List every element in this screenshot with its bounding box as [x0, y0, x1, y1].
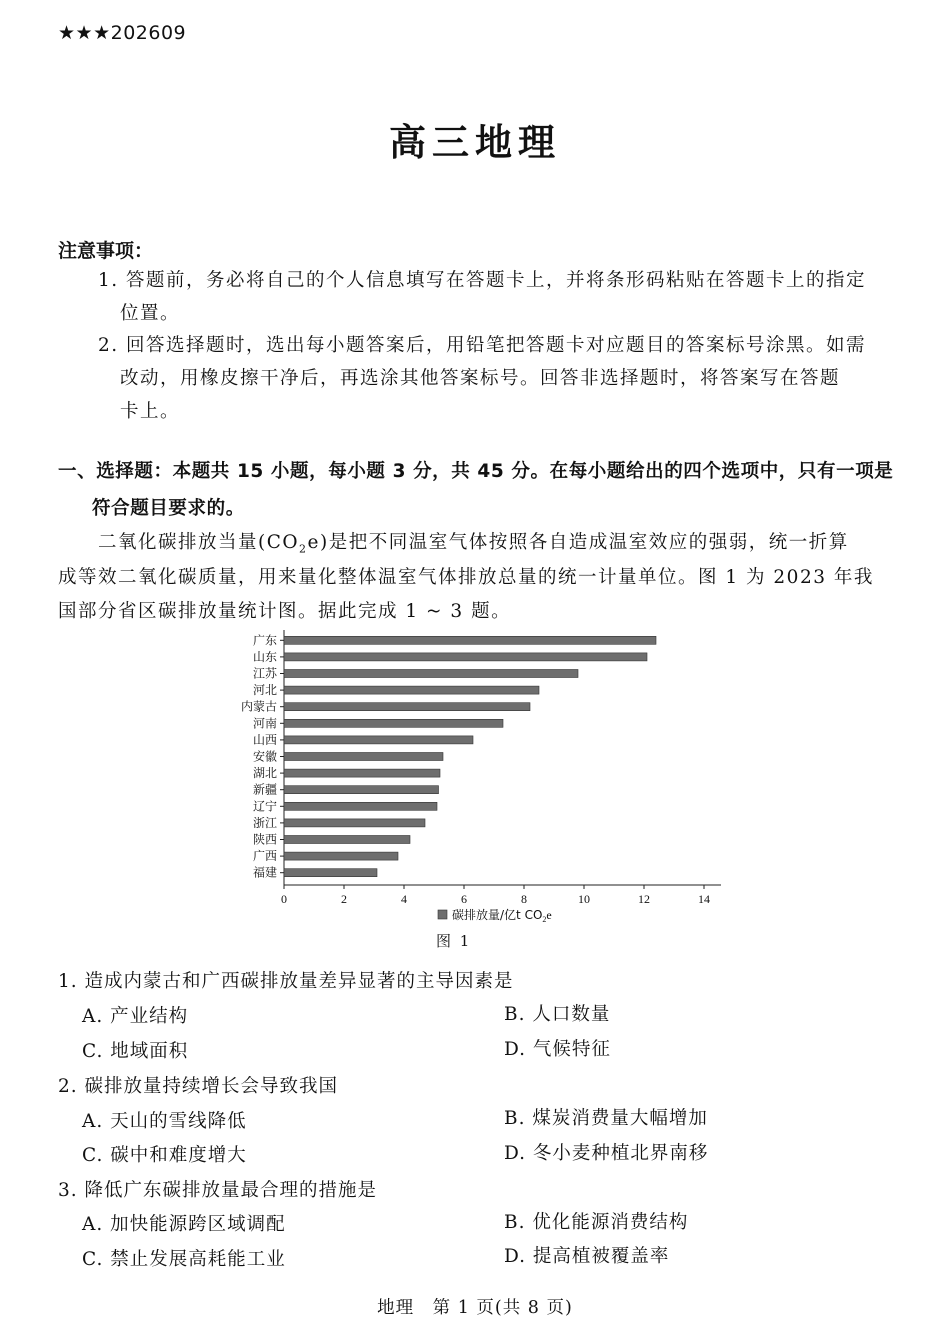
- section-heading-line2: 符合题目要求的。: [92, 498, 245, 519]
- notice-line-4: 改动，用橡皮擦干净后，再选涂其他答案标号。回答非选择题时，将答案写在答题: [120, 368, 841, 389]
- intro-line-1-sub: 2: [299, 542, 308, 556]
- question-2-option-c: C. 碳中和难度增大: [82, 1145, 247, 1166]
- bar-9: [284, 769, 440, 777]
- x-tick-label-6: 6: [461, 892, 467, 906]
- bar-13: [284, 836, 410, 844]
- intro-line-3: 国部分省区碳排放量统计图。据此完成 1 ~ 3 题。: [58, 601, 512, 622]
- figure-caption: 图 1: [436, 932, 472, 950]
- bar-2: [284, 653, 647, 661]
- question-1-option-b: B. 人口数量: [504, 1004, 611, 1025]
- intro-line-1: [98, 528, 849, 556]
- bar-14: [284, 852, 398, 860]
- intro-line-1b: e)是把不同温室气体按照各自造成温室效应的强弱，统一折算: [307, 532, 849, 553]
- bar-12: [284, 819, 425, 827]
- x-tick-label-4: 4: [401, 892, 407, 906]
- category-label-15: 福建: [252, 865, 277, 880]
- question-1-option-a: A. 产业结构: [82, 1006, 189, 1027]
- bar-1: [284, 636, 656, 644]
- category-label-1: 广东: [252, 633, 277, 648]
- question-3-option-c: C. 禁止发展高耗能工业: [82, 1249, 286, 1270]
- category-label-9: 湖北: [252, 766, 277, 781]
- category-label-10: 新疆: [252, 782, 277, 797]
- notice-line-2: 位置。: [120, 303, 181, 324]
- x-tick-label-10: 10: [578, 892, 590, 906]
- category-label-6: 河南: [252, 716, 277, 731]
- category-label-14: 广西: [252, 849, 277, 864]
- bar-4: [284, 686, 539, 694]
- bar-6: [284, 719, 503, 727]
- bar-11: [284, 802, 437, 810]
- question-2-option-b: B. 煤炭消费量大幅增加: [504, 1108, 708, 1129]
- question-2-option-a: A. 天山的雪线降低: [82, 1111, 247, 1132]
- page-footer: 地理 第 1 页(共 8 页): [377, 1298, 573, 1318]
- legend-label: 碳排放量/亿t $CO_2e$: [452, 908, 552, 924]
- notice-heading: 注意事项：: [58, 240, 154, 262]
- intro-line-1a: 二氧化碳排放当量(CO: [98, 532, 300, 553]
- exam-code: ★★★202609: [58, 22, 187, 44]
- bar-8: [284, 753, 443, 761]
- x-tick-label-2: 2: [341, 892, 347, 906]
- category-label-5: 内蒙古: [240, 699, 277, 714]
- question-3-option-b: B. 优化能源消费结构: [504, 1212, 689, 1233]
- question-1-option-c: C. 地域面积: [82, 1041, 189, 1062]
- bar-7: [284, 736, 473, 744]
- category-label-4: 河北: [252, 683, 277, 698]
- emissions-bar-chart: [222, 626, 742, 926]
- x-tick-label-14: 14: [698, 892, 710, 906]
- category-label-7: 山西: [252, 732, 277, 747]
- notice-line-1: 1. 答题前，务必将自己的个人信息填写在答题卡上，并将条形码粘贴在答题卡上的指定: [98, 270, 867, 291]
- category-label-12: 浙江: [252, 815, 277, 830]
- question-1-option-d: D. 气候特征: [504, 1039, 611, 1060]
- question-2-stem: 2. 碳排放量持续增长会导致我国: [58, 1076, 339, 1097]
- question-3-stem: 3. 降低广东碳排放量最合理的措施是: [58, 1180, 378, 1201]
- notice-line-3: 2. 回答选择题时，选出每小题答案后，用铅笔把答题卡对应题目的答案标号涂黑。如需: [98, 335, 867, 356]
- intro-line-2: 成等效二氧化碳质量，用来量化整体温室气体排放总量的统一计量单位。图 1 为 2023 年我: [58, 567, 874, 588]
- x-tick-label-12: 12: [638, 892, 650, 906]
- category-label-8: 安徽: [252, 749, 277, 764]
- category-label-11: 辽宁: [252, 799, 277, 814]
- category-label-3: 江苏: [252, 666, 277, 681]
- question-3-option-d: D. 提高植被覆盖率: [504, 1246, 670, 1267]
- category-label-13: 陕西: [252, 832, 277, 847]
- category-label-2: 山东: [252, 649, 277, 664]
- question-1-stem: 1. 造成内蒙古和广西碳排放量差异显著的主导因素是: [58, 971, 514, 992]
- bar-3: [284, 670, 578, 678]
- x-tick-label-8: 8: [521, 892, 527, 906]
- legend-swatch: [438, 910, 447, 919]
- bar-5: [284, 703, 530, 711]
- bar-10: [284, 786, 439, 794]
- page-title: 高三地理: [389, 121, 561, 164]
- x-tick-label-0: 0: [281, 892, 287, 906]
- notice-line-5: 卡上。: [120, 401, 181, 422]
- question-3-option-a: A. 加快能源跨区域调配: [82, 1214, 286, 1235]
- question-2-option-d: D. 冬小麦种植北界南移: [504, 1143, 709, 1164]
- section-heading-line1: 一、选择题：本题共 15 小题，每小题 3 分，共 45 分。在每小题给出的四个选项中，只有一项是: [58, 461, 894, 482]
- bar-15: [284, 869, 377, 877]
